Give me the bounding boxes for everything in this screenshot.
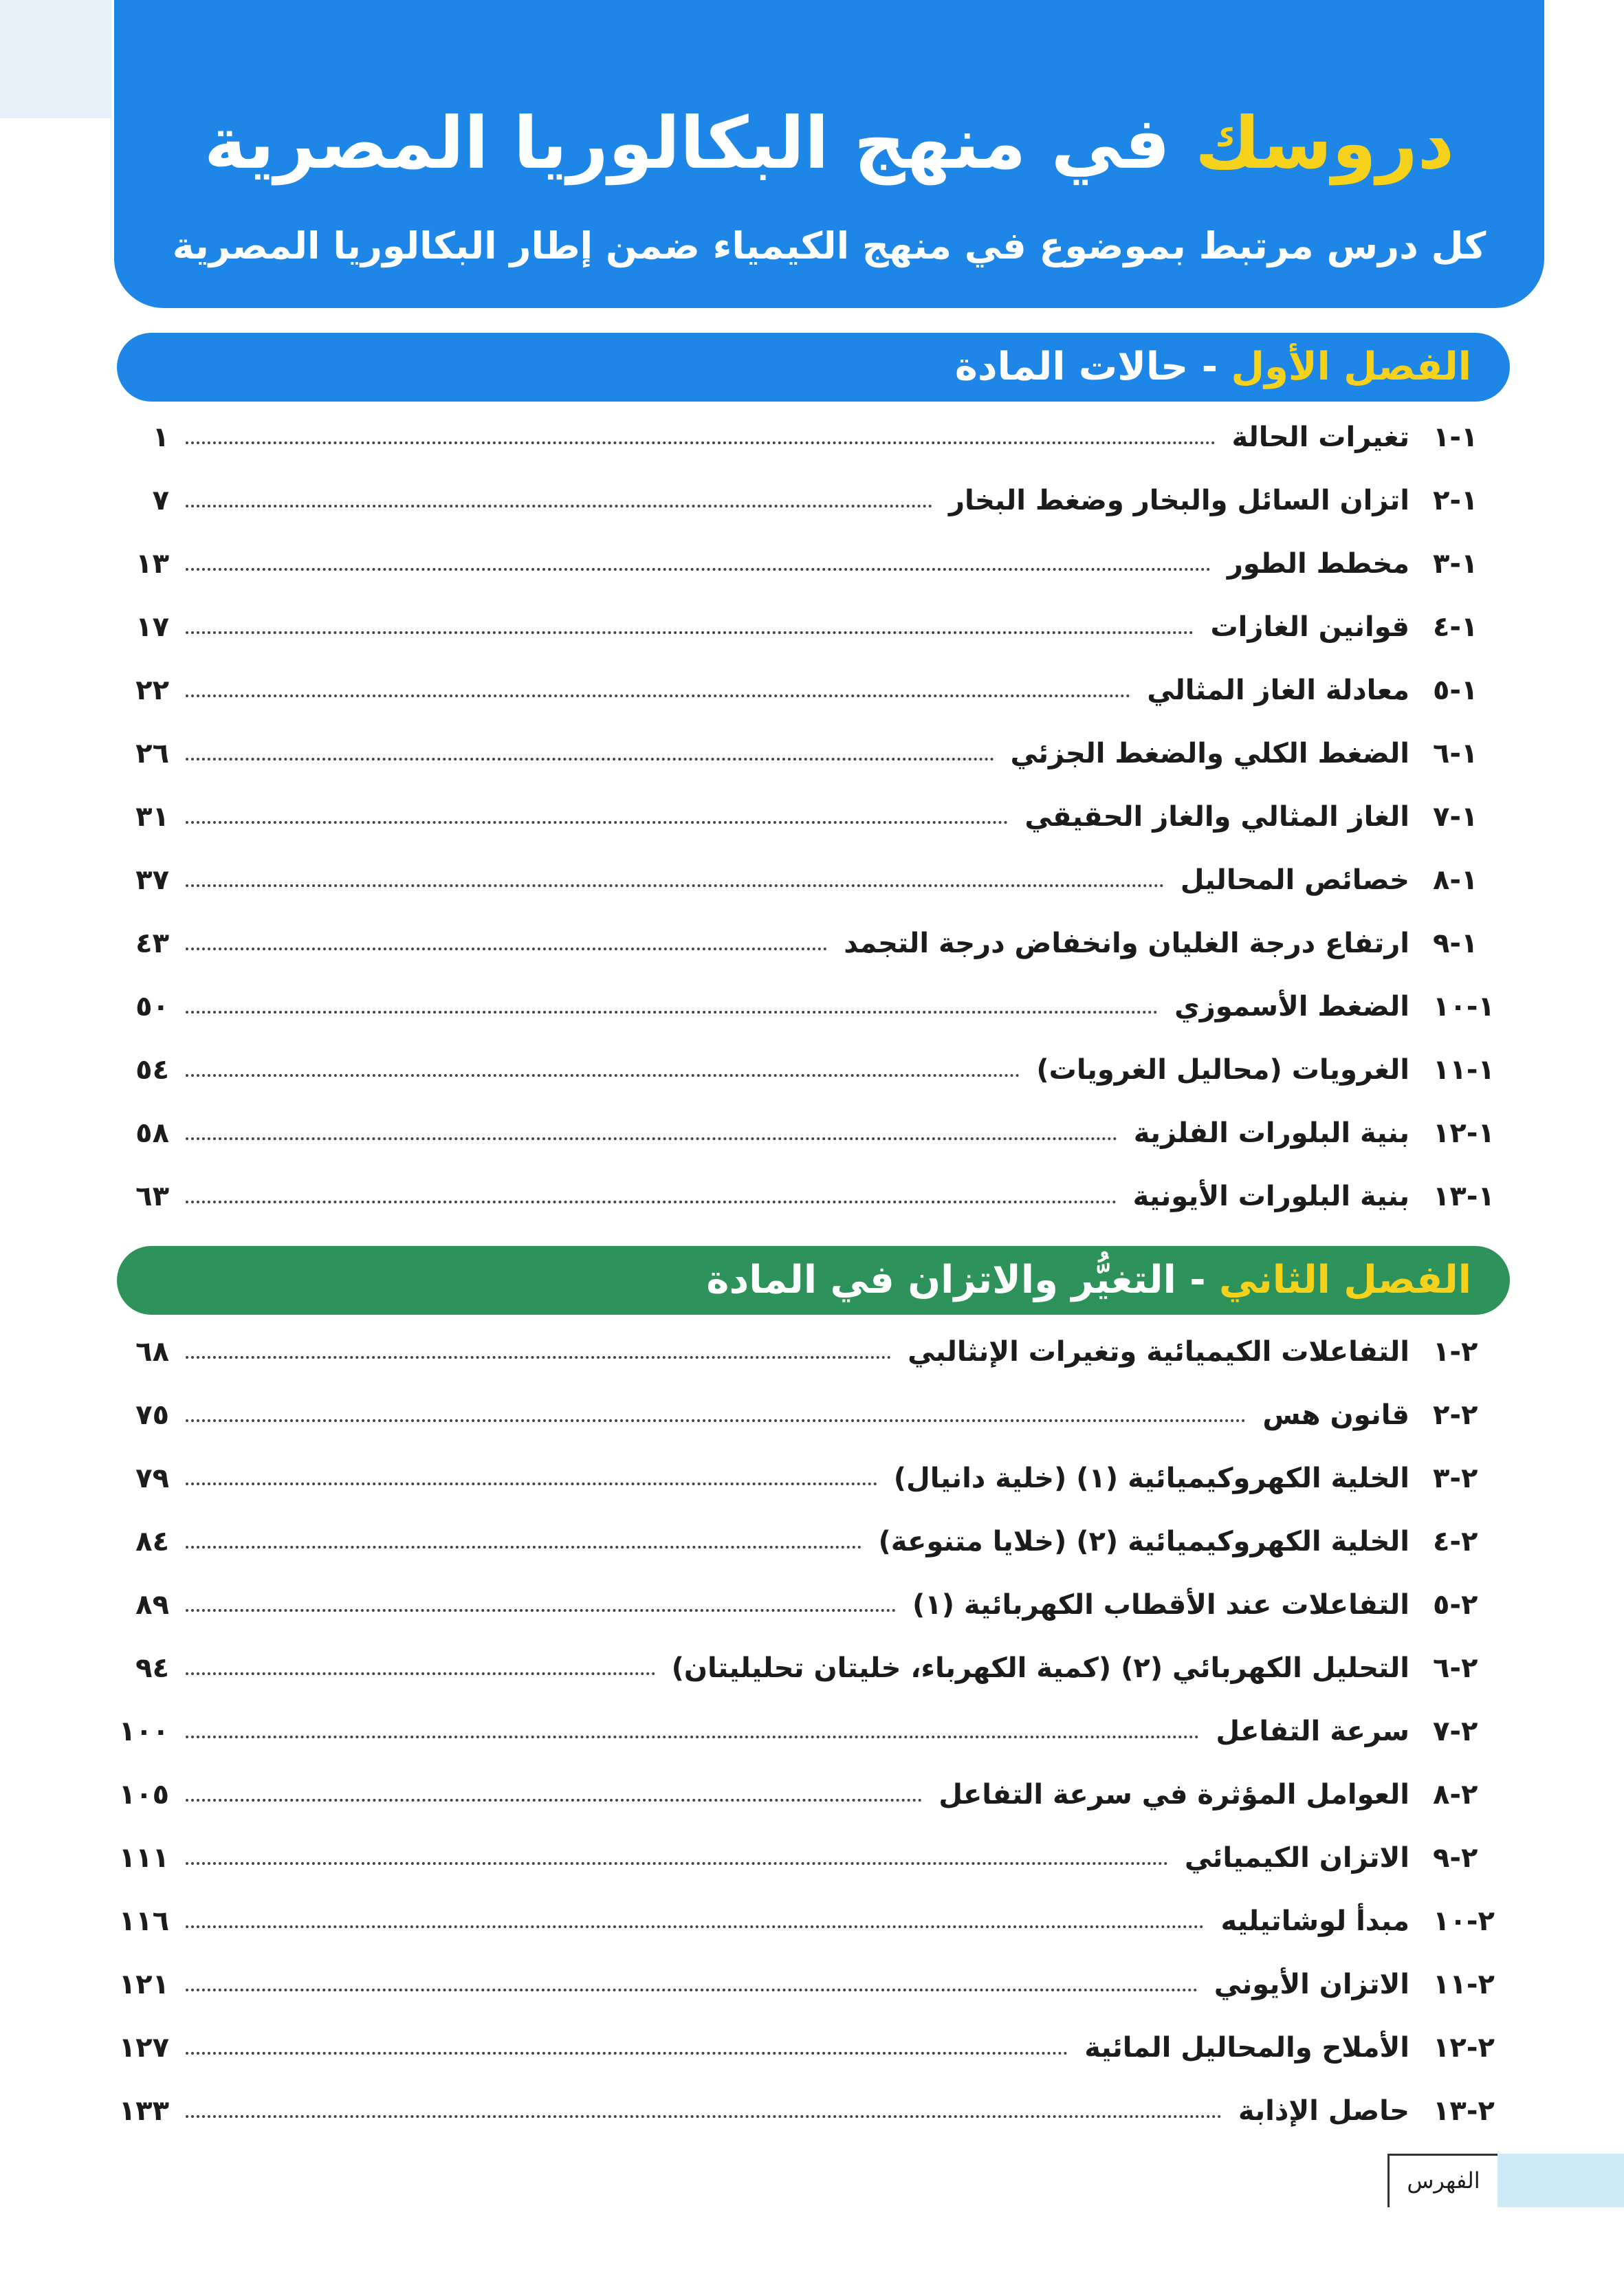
page-title-rest: في منهج البكالوريا المصرية (204, 101, 1170, 185)
lesson-number: ١-١٠ (1433, 991, 1495, 1023)
chapter-2-header (117, 1246, 1510, 1315)
lesson-page-number: ٥٠ (135, 991, 169, 1023)
chapter-1-name: حالات المادة (954, 345, 1189, 389)
lesson-number: ١-٧ (1433, 801, 1478, 833)
dot-leader (186, 1074, 1020, 1077)
dot-leader (186, 1862, 1168, 1865)
lesson-page-number: ٤٣ (135, 928, 169, 959)
toc-row[interactable] (114, 1447, 1510, 1510)
toc-row[interactable] (114, 1763, 1510, 1826)
lesson-number: ٢-١٠ (1433, 1905, 1495, 1937)
chapter-2-separator: - (1176, 1258, 1220, 1302)
toc-row[interactable] (114, 1953, 1510, 2016)
lesson-number: ٢-٥ (1433, 1589, 1478, 1621)
lesson-number: ١-١ (1433, 422, 1478, 453)
lesson-title: سرعة التفاعل (1216, 1716, 1409, 1747)
toc-row[interactable] (114, 2016, 1510, 2079)
page-title (114, 95, 1544, 191)
dot-leader (186, 1356, 891, 1359)
lesson-number: ٢-٤ (1433, 1526, 1478, 1557)
dot-leader (186, 1483, 877, 1485)
lesson-page-number: ١٣ (135, 548, 169, 580)
lesson-page-number: ٧٥ (135, 1399, 169, 1431)
lesson-number: ٢-٦ (1433, 1652, 1478, 1684)
toc-row[interactable] (114, 1102, 1510, 1165)
dot-leader (186, 1137, 1117, 1140)
lesson-title: الضغط الأسموزي (1174, 991, 1409, 1023)
dot-leader (186, 695, 1130, 697)
lesson-title: التفاعلات الكيميائية وتغيرات الإنثالبي (908, 1336, 1409, 1368)
lesson-number: ٢-١ (1433, 1336, 1478, 1368)
lesson-title: بنية البلورات الأيونية (1132, 1181, 1409, 1212)
toc-row[interactable] (114, 912, 1510, 975)
toc-row[interactable] (114, 532, 1510, 595)
dot-leader (186, 948, 827, 950)
lesson-page-number: ١٣٣ (118, 2095, 169, 2127)
lesson-number: ٢-٩ (1433, 1842, 1478, 1874)
toc-row[interactable] (114, 1890, 1510, 1953)
toc-row[interactable] (114, 1573, 1510, 1637)
lesson-number: ١-٤ (1433, 611, 1478, 643)
lesson-page-number: ١٠٥ (118, 1779, 169, 1811)
lesson-title: حاصل الإذابة (1238, 2095, 1409, 2127)
lesson-title: التحليل الكهربائي (٢) (كمية الكهرباء، خليتان تحليليتان) (671, 1652, 1409, 1684)
lesson-page-number: ١١١ (118, 1842, 169, 1874)
lesson-page-number: ١٢٧ (118, 2032, 169, 2064)
lesson-title: خصائص المحاليل (1180, 864, 1409, 896)
lesson-number: ٢-١١ (1433, 1969, 1495, 2000)
page-subtitle: كل درس مرتبط بموضوع في منهج الكيمياء ضمن إطار البكالوريا المصرية (172, 224, 1486, 267)
toc-row[interactable] (114, 849, 1510, 912)
lesson-title: ارتفاع درجة الغليان وانخفاض درجة التجمد (844, 928, 1409, 959)
dot-leader (186, 1736, 1199, 1738)
lesson-number: ٢-٧ (1433, 1716, 1478, 1747)
lesson-number: ٢-٨ (1433, 1779, 1478, 1811)
dot-leader (186, 441, 1216, 444)
dot-leader (186, 631, 1194, 634)
toc-row[interactable] (114, 975, 1510, 1038)
lesson-page-number: ٣١ (135, 801, 169, 833)
lesson-page-number: ٩٤ (135, 1652, 169, 1684)
toc-row[interactable] (114, 469, 1510, 532)
dot-leader (186, 1989, 1198, 1991)
toc-row[interactable] (114, 1826, 1510, 1890)
lesson-title: اتزان السائل والبخار وضغط البخار (949, 485, 1409, 516)
lesson-page-number: ٧٩ (135, 1463, 169, 1494)
toc-row[interactable] (114, 722, 1510, 785)
corner-decoration (0, 0, 111, 118)
dot-leader (186, 2115, 1222, 2118)
toc-row[interactable] (114, 1165, 1510, 1228)
lesson-page-number: ١ (152, 422, 169, 453)
page-header (114, 0, 1544, 308)
lesson-page-number: ١١٦ (118, 1905, 169, 1937)
toc-row[interactable] (114, 406, 1510, 469)
lesson-title: قوانين الغازات (1210, 611, 1409, 643)
lesson-number: ٢-١٣ (1433, 2095, 1495, 2127)
lesson-page-number: ١٢١ (118, 1969, 169, 2000)
dot-leader (186, 2052, 1068, 2055)
lesson-number: ١-١١ (1433, 1054, 1495, 1086)
toc-row[interactable] (114, 1637, 1510, 1700)
lesson-title: الضغط الكلي والضغط الجزئي (1010, 738, 1409, 769)
lesson-number: ١-٩ (1433, 928, 1478, 959)
lesson-number: ٢-٣ (1433, 1463, 1478, 1494)
lesson-page-number: ٦٨ (135, 1336, 169, 1368)
lesson-number: ١-١٣ (1433, 1181, 1495, 1212)
dot-leader (186, 1609, 896, 1612)
lesson-page-number: ٥٤ (135, 1054, 169, 1086)
toc-row[interactable] (114, 2079, 1510, 2143)
lesson-title: قانون هس (1262, 1399, 1409, 1431)
lesson-page-number: ٨٩ (135, 1589, 169, 1621)
chapter-2-title (706, 1258, 1471, 1302)
lesson-title: الخلية الكهروكيميائية (٢) (خلايا متنوعة) (878, 1526, 1409, 1557)
lesson-page-number: ٦٣ (135, 1181, 169, 1212)
chapter-1-header (117, 333, 1510, 402)
chapter-2-name: التغيُّر والاتزان في المادة (706, 1258, 1176, 1302)
chapter-1-label: الفصل الأول (1231, 345, 1471, 389)
chapter-1-lessons (114, 406, 1510, 1228)
lesson-page-number: ٧ (152, 485, 169, 516)
lesson-page-number: ٣٧ (135, 864, 169, 896)
lesson-number: ١-٦ (1433, 738, 1478, 769)
chapter-1-title (955, 345, 1471, 389)
lesson-number: ١-٣ (1433, 548, 1478, 580)
lesson-title: بنية البلورات الفلزية (1133, 1117, 1409, 1149)
lesson-number: ١-١٢ (1433, 1117, 1495, 1149)
lesson-page-number: ١٠٠ (118, 1716, 169, 1747)
dot-leader (186, 1925, 1204, 1928)
chapter-2-label: الفصل الثاني (1219, 1258, 1471, 1302)
lesson-title: الغاز المثالي والغاز الحقيقي (1024, 801, 1409, 833)
lesson-number: ١-٥ (1433, 675, 1478, 706)
lesson-page-number: ١٧ (135, 611, 169, 643)
toc-row[interactable] (114, 785, 1510, 849)
dot-leader (186, 884, 1164, 887)
lesson-number: ٢-١٢ (1433, 2032, 1495, 2064)
lesson-title: معادلة الغاز المثالي (1147, 675, 1409, 706)
lesson-title: تغيرات الحالة (1231, 422, 1409, 453)
toc-row[interactable] (114, 1320, 1510, 1384)
lesson-title: مخطط الطور (1227, 548, 1409, 580)
toc-row[interactable] (114, 1700, 1510, 1763)
footer-label: الفهرس (1387, 2154, 1497, 2207)
dot-leader (186, 1799, 922, 1802)
lesson-number: ١-٢ (1433, 485, 1478, 516)
lesson-title: الخلية الكهروكيميائية (١) (خلية دانيال) (893, 1463, 1409, 1494)
dot-leader (186, 758, 994, 761)
page-title-accent: دروسك (1195, 101, 1455, 185)
lesson-page-number: ٢٦ (135, 738, 169, 769)
lesson-page-number: ٢٢ (135, 675, 169, 706)
lesson-page-number: ٨٤ (135, 1526, 169, 1557)
lesson-title: مبدأ لوشاتيليه (1220, 1905, 1409, 1937)
dot-leader (186, 1672, 655, 1675)
lesson-title: التفاعلات عند الأقطاب الكهربائية (١) (912, 1589, 1409, 1621)
lesson-title: الاتزان الكيميائي (1184, 1842, 1409, 1874)
dot-leader (186, 821, 1008, 824)
dot-leader (186, 1011, 1158, 1014)
toc-row[interactable] (114, 1510, 1510, 1573)
lesson-title: الغرويات (محاليل الغرويات) (1036, 1054, 1409, 1086)
toc-row[interactable] (114, 595, 1510, 659)
dot-leader (186, 568, 1211, 571)
dot-leader (186, 1419, 1246, 1422)
dot-leader (186, 505, 932, 507)
toc-row[interactable] (114, 659, 1510, 722)
chapter-2-lessons (114, 1320, 1510, 2143)
toc-row[interactable] (114, 1384, 1510, 1447)
toc-row[interactable] (114, 1038, 1510, 1102)
dot-leader (186, 1546, 862, 1549)
lesson-number: ١-٨ (1433, 864, 1478, 896)
lesson-number: ٢-٢ (1433, 1399, 1478, 1431)
lesson-title: الاتزان الأيوني (1214, 1969, 1409, 2000)
lesson-title: العوامل المؤثرة في سرعة التفاعل (939, 1779, 1409, 1811)
dot-leader (186, 1201, 1117, 1203)
chapter-1-separator: - (1188, 345, 1231, 389)
lesson-title: الأملاح والمحاليل المائية (1084, 2032, 1409, 2064)
lesson-page-number: ٥٨ (135, 1117, 169, 1149)
